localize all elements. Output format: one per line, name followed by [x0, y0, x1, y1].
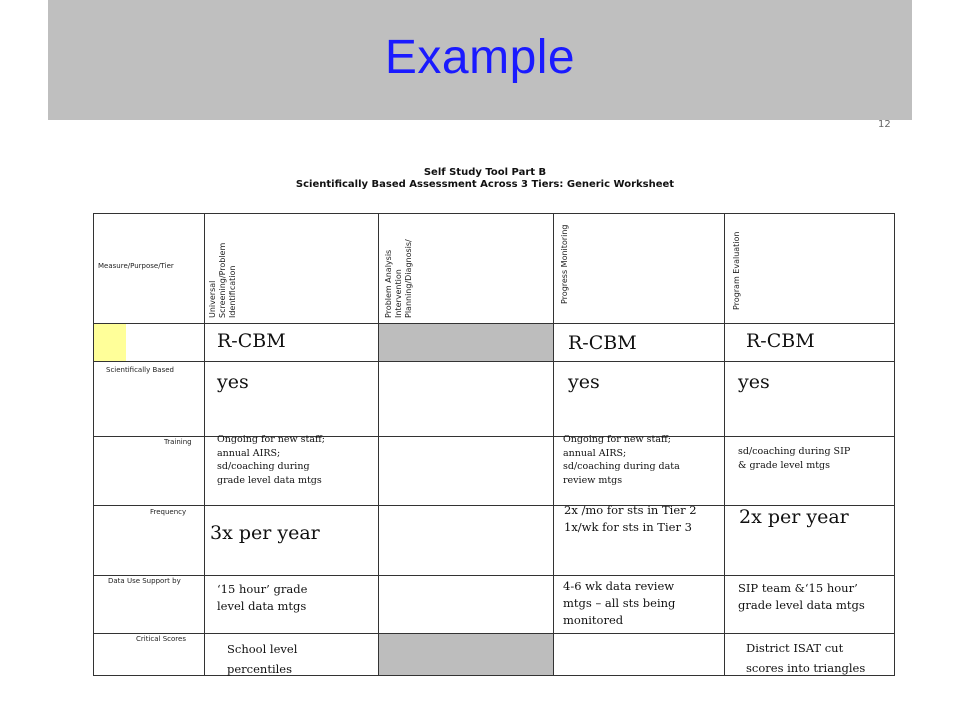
text-line: & grade level mtgs	[738, 459, 830, 471]
critical-screening	[227, 639, 297, 679]
slide-title: Example	[384, 31, 576, 84]
measure-evaluation: R-CBM	[746, 330, 815, 352]
page-number: 12	[878, 119, 891, 130]
text-line: 1x/wk for sts in Tier 3	[564, 520, 692, 534]
text-line: grade level data mtgs	[738, 598, 865, 612]
measure-screening: R-CBM	[217, 330, 286, 352]
text-line: sd/coaching during data	[563, 461, 680, 472]
scientific-evaluation: yes	[738, 371, 770, 393]
worksheet-heading	[290, 167, 680, 191]
worksheet-heading-line2: Scientifically Based Assessment Across 3 Tiers: Generic Worksheet	[295, 179, 675, 190]
text-line: sd/coaching during	[217, 461, 310, 472]
text-line: SIP team &‘15 hour’	[738, 581, 858, 595]
text-line: percentiles	[227, 662, 293, 676]
text-line: Ongoing for new staff;	[563, 434, 671, 445]
critical-evaluation	[746, 638, 865, 678]
text-line: level data mtgs	[217, 599, 307, 613]
row-label-data-use: Data Use Support by	[108, 577, 181, 585]
row-divider	[94, 361, 894, 362]
row-label-frequency: Frequency	[150, 508, 187, 516]
row-label-critical: Critical Scores	[136, 635, 186, 643]
text-line: annual AIRS;	[563, 447, 627, 459]
text-line: grade level data mtgs	[217, 474, 322, 486]
scientific-monitoring: yes	[568, 371, 600, 393]
text-line: School level	[227, 642, 298, 656]
measure-monitoring: R-CBM	[568, 332, 637, 354]
text-line: review mtgs	[563, 474, 623, 486]
frequency-screening: 3x per year	[210, 522, 320, 544]
text-line: ‘15 hour’ grade	[217, 582, 308, 596]
column-divider	[378, 214, 379, 675]
text-line: mtgs – all sts being	[563, 596, 676, 610]
text-line: monitored	[563, 613, 624, 627]
row-label-training: Training	[164, 438, 192, 446]
text-line: District ISAT cut	[746, 641, 844, 655]
training-screening	[217, 433, 325, 487]
column-divider	[724, 214, 725, 675]
worksheet-table	[93, 213, 895, 676]
data-use-monitoring	[563, 578, 675, 629]
column-divider	[553, 214, 554, 675]
text-line: 2x /mo for sts in Tier 2	[564, 503, 697, 517]
column-divider	[204, 214, 205, 675]
frequency-monitoring	[564, 502, 697, 536]
training-monitoring	[563, 433, 680, 487]
worksheet-heading-line1: Self Study Tool Part B	[423, 167, 547, 178]
shaded-cell-analysis-critical	[378, 633, 553, 675]
text-line: sd/coaching during SIP	[738, 446, 851, 457]
row-divider	[94, 575, 894, 576]
scientific-screening: yes	[217, 371, 249, 393]
text-line: Ongoing for new staff;	[217, 434, 325, 445]
text-line: annual AIRS;	[217, 447, 281, 459]
shaded-cell-analysis-measure	[378, 323, 553, 361]
row-divider	[94, 633, 894, 634]
column-header-monitoring: Progress Monitoring	[560, 224, 569, 304]
highlight-cell	[94, 323, 126, 361]
frequency-evaluation: 2x per year	[739, 506, 849, 528]
column-header-evaluation: Program Evaluation	[732, 231, 741, 310]
corner-label: Measure/Purpose/Tier	[98, 262, 174, 270]
row-divider	[94, 323, 894, 324]
data-use-screening	[217, 581, 307, 615]
row-divider	[94, 436, 894, 437]
column-header-analysis: Problem Analysis Intervention Planning/Diagnosis/	[384, 239, 413, 318]
column-header-screening: Universal Screening/Problem Identification	[208, 242, 237, 318]
data-use-evaluation	[738, 580, 865, 614]
text-line: 4-6 wk data review	[563, 579, 675, 593]
title-band	[48, 0, 912, 120]
row-label-scientific: Scientifically Based	[106, 366, 174, 374]
text-line: scores into triangles	[746, 661, 866, 675]
training-evaluation	[738, 445, 850, 472]
